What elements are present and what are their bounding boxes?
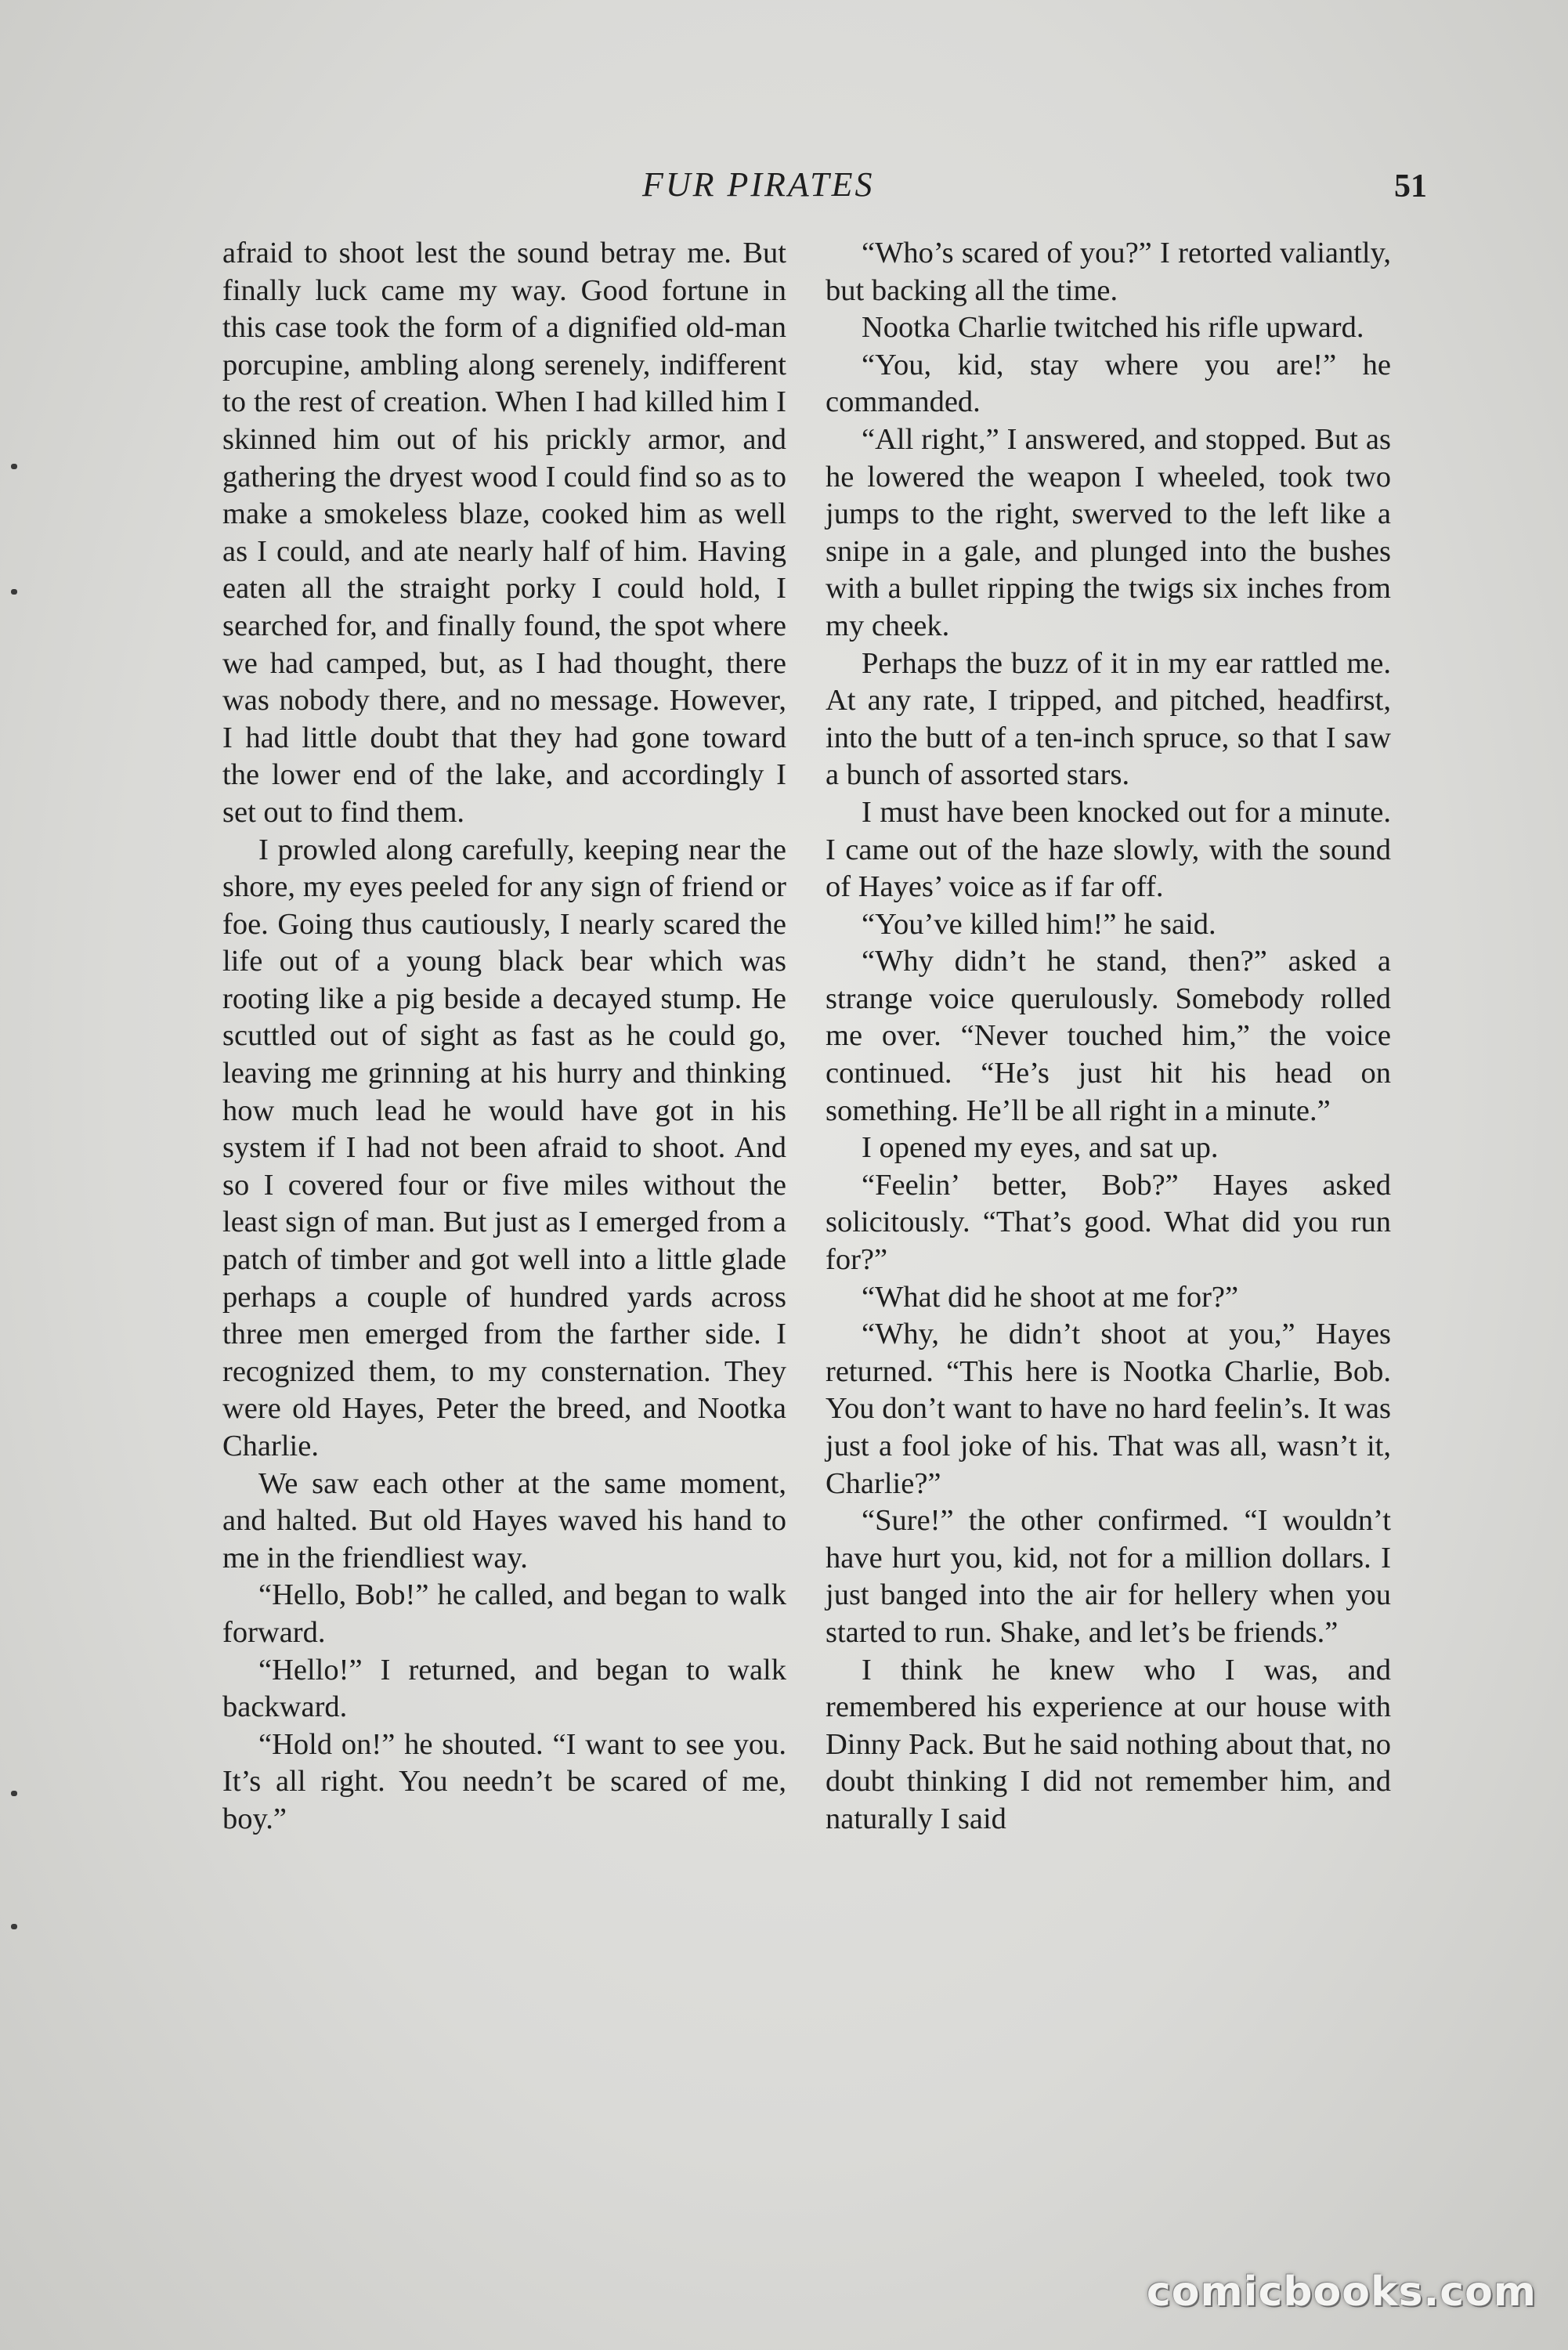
paragraph: I prowled along carefully, keeping near the shore, my eyes peeled for any sign of friend or foe. Going thus cautiously, I nearly scared the life out of a young black bear which was rooting like a pig beside a decayed stump. He scuttled out of sight as fast as he could go, leaving me grinning at his hurry and thinking how much lead he would have got in his system if I had not been afraid to shoot. And so I covered four or five miles without the least sign of man. But just as I emerged from a patch of timber and got well into a little glade perhaps a couple of hundred yards across three men emerged from the farther side. I recognized them, to my consternation. They were old Hayes, Peter the breed, and Nootka Charlie. [222, 833, 786, 1462]
paragraph: I opened my eyes, and sat up. [862, 1131, 1219, 1165]
paragraph: I must have been knocked out for a minute. I came out of the haze slowly, with the sound of Hayes’ voice as if far off. [826, 795, 1391, 904]
paragraph: “Sure!” the other confirmed. “I wouldn’t have hurt you, kid, not for a million dollars. I just banged into the air for hellery when you started to run. Shake, and let’s be friends.” [826, 1504, 1391, 1649]
watermark-text: comicbooks.com [1146, 2269, 1537, 2316]
paragraph: “Why didn’t he stand, then?” asked a strange voice querulously. Somebody rolled me over. “Never touched him,” the voice continued. “He’s just hit his head on something. He’ll be all right in a minute.” [826, 945, 1391, 1127]
right-text-column [826, 235, 1391, 1838]
binding-hole-mark [11, 589, 17, 595]
running-title: FUR PIRATES [642, 165, 875, 204]
paragraph: “Hold on!” he shouted. “I want to see you. It’s all right. You needn’t be scared of me, boy.” [222, 1727, 786, 1835]
paragraph: “Hello!” I returned, and began to walk backward. [222, 1653, 786, 1724]
paragraph: “You, kid, stay where you are!” he commanded. [826, 348, 1391, 419]
paragraph: We saw each other at the same moment, and halted. But old Hayes waved his hand to me in the friendliest way. [222, 1466, 786, 1574]
paragraph: “You’ve killed him!” he said. [862, 907, 1216, 941]
paragraph: Perhaps the buzz of it in my ear rattled me. At any rate, I tripped, and pitched, headfirst, into the butt of a ten-inch spruce, so that I saw a bunch of assorted stars. [826, 646, 1391, 792]
page-number: 51 [1394, 168, 1427, 204]
paragraph: “What did he shoot at me for?” [862, 1280, 1239, 1314]
paragraph: “All right,” I answered, and stopped. But as he lowered the weapon I wheeled, took two jumps to the right, swerved to the left like a snipe in a gale, and plunged into the bushes with a bullet ripping the twigs six inches from my cheek. [826, 422, 1391, 642]
page-header [0, 164, 1568, 212]
paragraph: Nootka Charlie twitched his rifle upward. [862, 311, 1364, 345]
paragraph: “Why, he didn’t shoot at you,” Hayes returned. “This here is Nootka Charlie, Bob. You don’t want to have no hard feelin’s. It was just a fool joke of his. That was all, wasn’t it, Charlie?” [826, 1318, 1391, 1500]
paragraph: “Hello, Bob!” he called, and began to walk forward. [222, 1578, 786, 1649]
left-text-column [222, 235, 786, 1838]
paragraph: I think he knew who I was, and remembered his experience at our house with Dinny Pack. But he said nothing about that, no doubt thinking I did not remember him, and naturally I said [826, 1653, 1391, 1835]
paragraph: “Who’s scared of you?” I retorted valiantly, but backing all the time. [826, 237, 1391, 307]
binding-hole-mark [11, 1791, 17, 1796]
paragraph: afraid to shoot lest the sound betray me. But finally luck came my way. Good fortune in this case took the form of a dignified old-man porcupine, ambling along serenely, indifferent to the rest of creation. When I had killed him I skinned him out of his prickly armor, and gathering the dryest wood I could find so as to make a smokeless blaze, cooked him as well as I could, and ate nearly half of him. Having eaten all the straight porky I could hold, I searched for, and finally found, the spot where we had camped, but, as I had thought, there was nobody there, and no message. However, I had little doubt that they had gone toward the lower end of the lake, and accordingly I set out to find them. [222, 237, 786, 829]
binding-hole-mark [11, 1924, 17, 1929]
binding-hole-mark [11, 464, 17, 469]
paragraph: “Feelin’ better, Bob?” Hayes asked solicitously. “That’s good. What did you run for?” [826, 1168, 1391, 1277]
